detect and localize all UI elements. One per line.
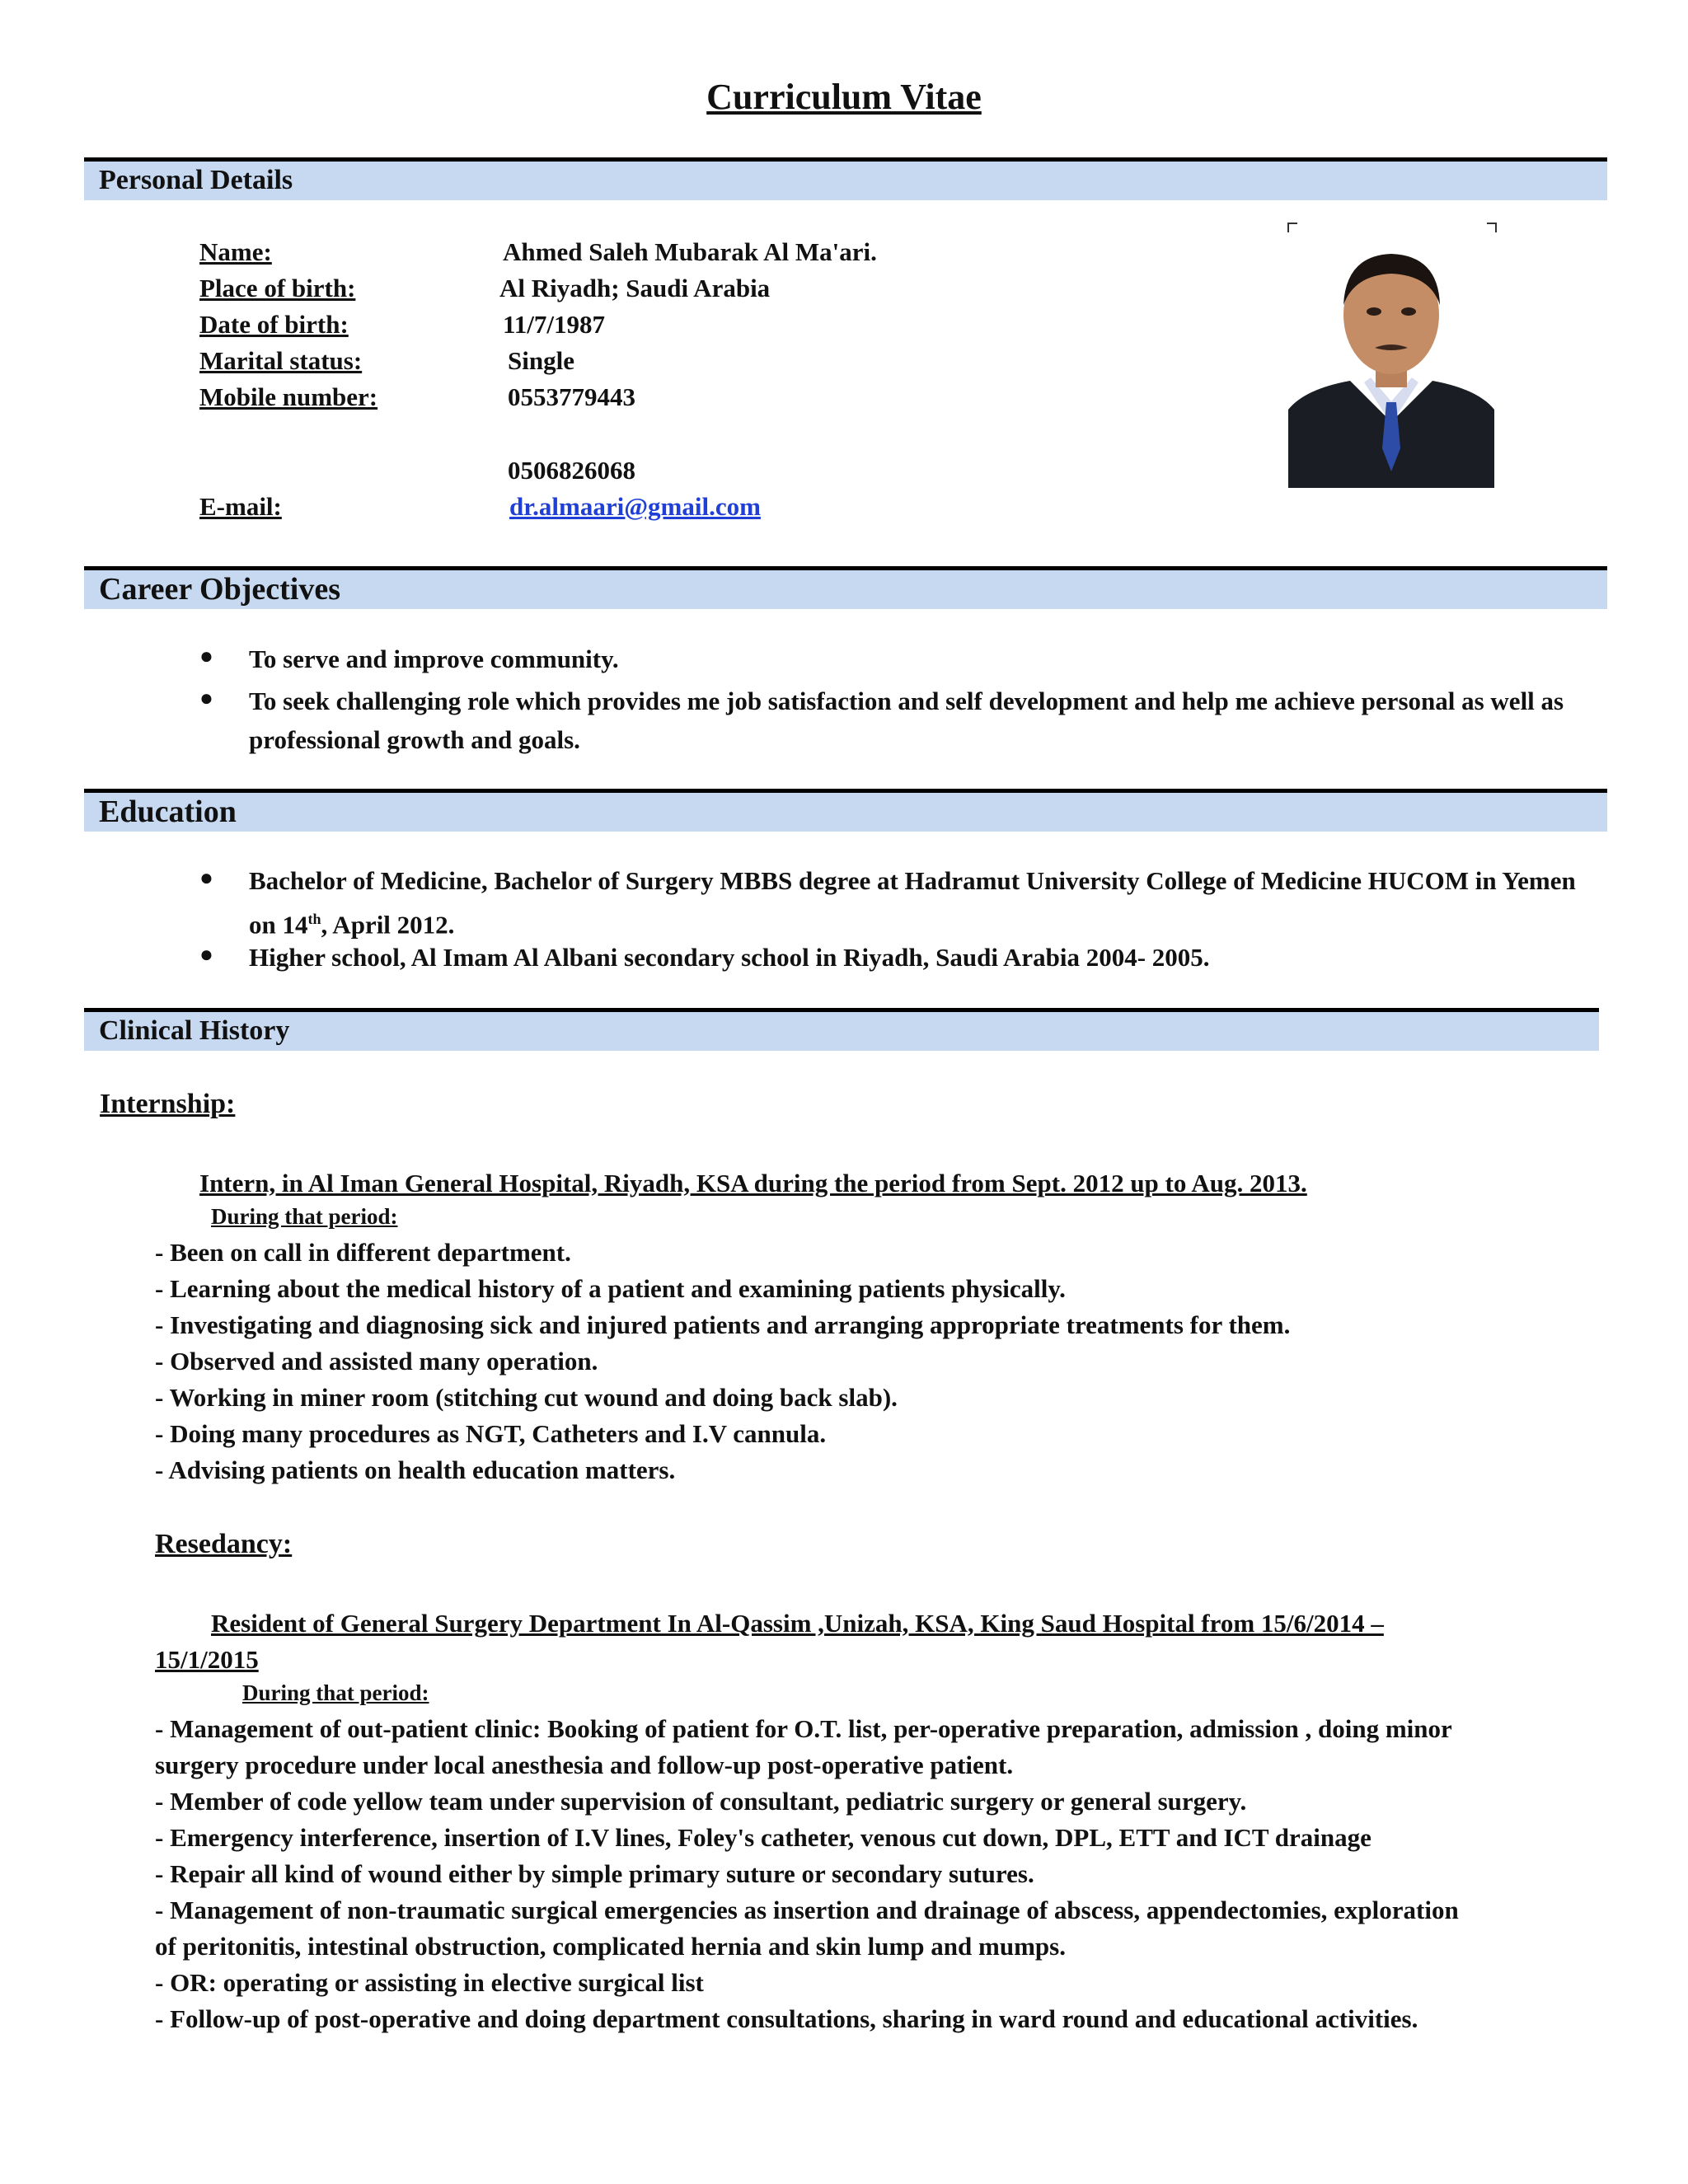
- email-label: E-mail:: [199, 492, 282, 521]
- residency-period-label: During that period:: [242, 1680, 429, 1705]
- list-item: - Investigating and diagnosing sick and injured patients and arranging appropriate treatments for them.: [155, 1310, 1291, 1339]
- career-objective-item: To seek challenging role which provides me job satisfaction and self development and help me achieve personal as well as professional growth and goals.: [249, 687, 1564, 754]
- list-item: - Working in miner room (stitching cut wound and doing back slab).: [155, 1383, 898, 1412]
- name-value: Ahmed Saleh Mubarak Al Ma'ari.: [503, 237, 877, 266]
- mobile-number-value-1: 0553779443: [508, 382, 635, 411]
- list-item: of peritonitis, intestinal obstruction, complicated hernia and skin lump and mumps.: [155, 1932, 1066, 1961]
- ordinal-suffix: th: [307, 911, 321, 927]
- education-item: [249, 861, 1601, 944]
- education-item-text: Bachelor of Medicine, Bachelor of Surgery MBBS degree at Hadramut University College of Medicine HUCOM in Yemen on 14: [249, 866, 1576, 940]
- internship-period-label: During that period:: [211, 1204, 398, 1229]
- marital-status-value: Single: [508, 346, 574, 375]
- bullet-icon: ●: [199, 644, 213, 669]
- place-of-birth-label: Place of birth:: [199, 274, 356, 302]
- list-item: - Advising patients on health education matters.: [155, 1455, 676, 1484]
- career-objective-item: To serve and improve community.: [249, 644, 619, 673]
- list-item: - Doing many procedures as NGT, Catheters and I.V cannula.: [155, 1419, 827, 1448]
- name-label: Name:: [199, 237, 272, 266]
- profile-photo: [1288, 232, 1494, 488]
- date-of-birth-label: Date of birth:: [199, 310, 349, 339]
- section-clinical-history: Clinical History: [84, 1008, 1599, 1051]
- education-item-text-end: , April 2012.: [321, 910, 455, 940]
- section-career-objectives: Career Objectives: [84, 566, 1607, 609]
- document-title: Curriculum Vitae: [706, 77, 982, 117]
- photo-corner-mark: [1287, 223, 1297, 232]
- mobile-number-value-2: 0506826068: [508, 456, 635, 485]
- list-item: - Learning about the medical history of a patient and examining patients physically.: [155, 1274, 1066, 1303]
- list-item: surgery procedure under local anesthesia and follow-up post-operative patient.: [155, 1750, 1014, 1779]
- internship-position: Intern, in Al Iman General Hospital, Riyadh, KSA during the period from Sept. 2012 up to Aug. 2013.: [199, 1169, 1307, 1197]
- list-item: - Follow-up of post-operative and doing department consultations, sharing in ward round and educational activities.: [155, 2004, 1418, 2033]
- place-of-birth-value: Al Riyadh; Saudi Arabia: [499, 274, 771, 302]
- residency-heading: Resedancy:: [155, 1529, 293, 1559]
- residency-position-end: 15/1/2015: [155, 1645, 259, 1674]
- marital-status-label: Marital status:: [199, 346, 363, 375]
- mobile-number-label: Mobile number:: [199, 382, 378, 411]
- bullet-icon: ●: [199, 686, 213, 711]
- list-item: - Emergency interference, insertion of I.V lines, Foley's catheter, venous cut down, DPL, ETT and ICT drainage: [155, 1823, 1372, 1852]
- list-item: - Observed and assisted many operation.: [155, 1347, 598, 1376]
- list-item: - Been on call in different department.: [155, 1238, 571, 1267]
- section-personal-details: Personal Details: [84, 157, 1607, 200]
- internship-heading: Internship:: [100, 1089, 236, 1119]
- section-education: Education: [84, 789, 1607, 832]
- list-item: - Repair all kind of wound either by simple primary suture or secondary sutures.: [155, 1859, 1034, 1888]
- list-item: - Management of out-patient clinic: Booking of patient for O.T. list, per-operative preparation, admission , doing minor: [155, 1714, 1452, 1743]
- residency-position: Resident of General Surgery Department In Al-Qassim ,Unizah, KSA, King Saud Hospital from 15/6/2014 –: [211, 1609, 1384, 1638]
- list-item: - OR: operating or assisting in elective surgical list: [155, 1968, 704, 1997]
- date-of-birth-value: 11/7/1987: [503, 310, 606, 339]
- education-item: Higher school, Al Imam Al Albani secondary school in Riyadh, Saudi Arabia 2004- 2005.: [249, 943, 1210, 972]
- email-link[interactable]: dr.almaari@gmail.com: [509, 492, 761, 521]
- photo-corner-mark: [1487, 223, 1497, 232]
- bullet-icon: ●: [199, 942, 213, 968]
- bullet-icon: ●: [199, 865, 213, 891]
- list-item: - Management of non-traumatic surgical emergencies as insertion and drainage of abscess, appendectomies, exploration: [155, 1896, 1459, 1924]
- list-item: - Member of code yellow team under supervision of consultant, pediatric surgery or general surgery.: [155, 1787, 1247, 1816]
